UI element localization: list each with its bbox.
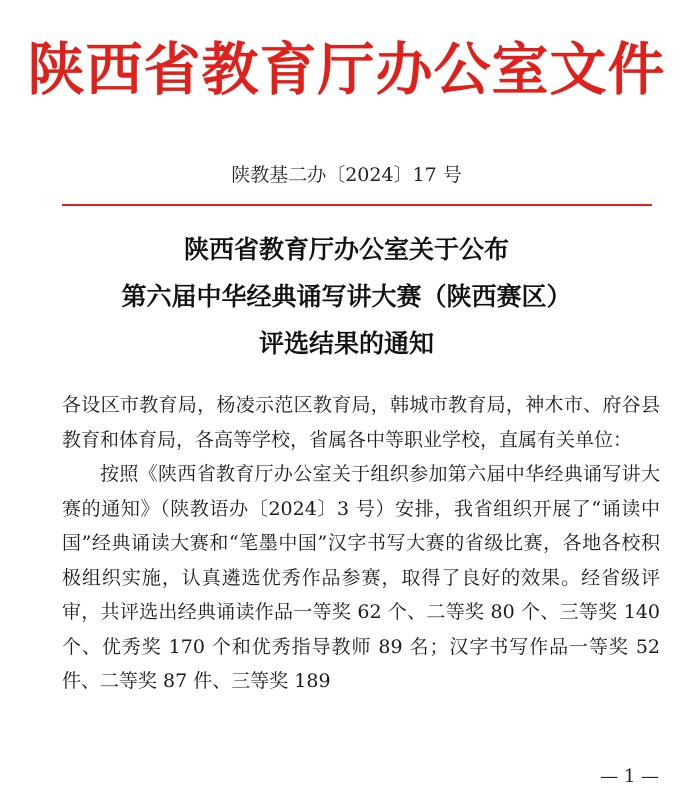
addressee-paragraph: 各设区市教育局，杨凌示范区教育局，韩城市教育局，神木市、府谷县教育和体育局，各高等学校，省属各中等职业学校，直属有关单位： — [62, 394, 660, 451]
notice-title-line-2: 第六届中华经典诵写讲大赛（陕西赛区） — [121, 282, 572, 311]
notice-title — [0, 226, 693, 367]
page-number: — 1 — — [600, 766, 659, 787]
red-divider-line — [62, 204, 652, 206]
body-paragraph-1: 按照《陕西省教育厅办公室关于组织参加第六届中华经典诵写讲大赛的通知》（陕教语办〔2024〕3 号）安排，我省组织开展了“诵读中国”经典诵读大赛和“笔墨中国”汉字书写大赛的省级比赛，各地各校积极组织实施，认真遴选优秀作品参赛，取得了良好的效果。经省级评审，共评选出经典诵读作品一等奖 62 个、二等奖 80 个、三等奖 140 个、优秀奖 170 个和优秀指导教师 89 名；汉字书写作品一等奖 52 件、二等奖 87 件、三等奖 189 — [62, 463, 660, 692]
issuer-document-title: 陕西省教育厅办公室文件 — [27, 36, 666, 103]
document-body — [62, 388, 660, 699]
document-number: 陕教基二办〔2024〕17 号 — [231, 164, 462, 186]
notice-title-line-3: 评选结果的通知 — [258, 329, 434, 358]
notice-title-line-1: 陕西省教育厅办公室关于公布 — [183, 235, 509, 264]
